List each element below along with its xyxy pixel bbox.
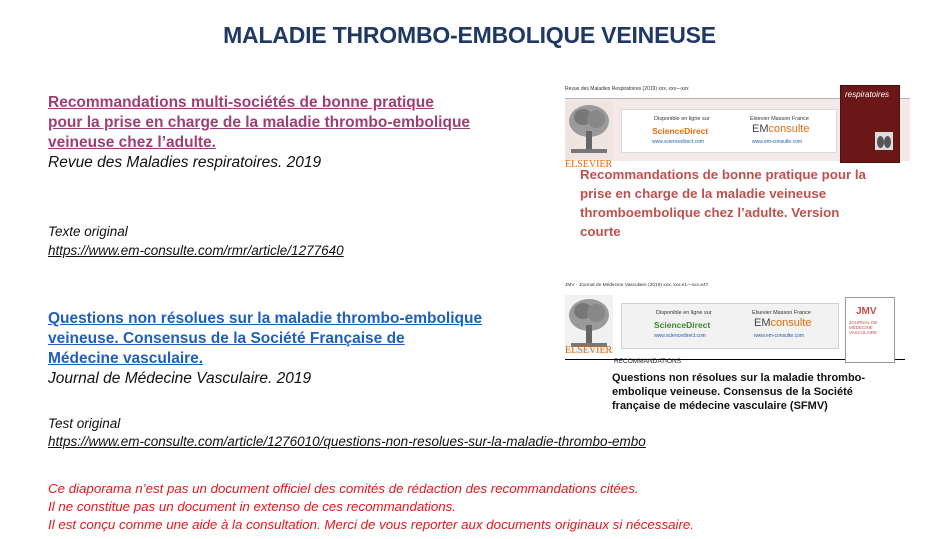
reference-2-title-line-1[interactable]: Questions non résolues sur la maladie thrombo-embolique	[48, 310, 483, 327]
thumbnail-1-emconsulte	[752, 123, 809, 135]
thumbnail-1-sd-url: www.sciencedirect.com	[652, 139, 704, 145]
reference-2-link[interactable]	[48, 309, 482, 369]
reference-1-title-line-1[interactable]: Recommandations multi-sociétés de bonne pratique	[48, 94, 434, 111]
thumbnail-1-available: Disponible en ligne sur	[654, 116, 710, 122]
elsevier-tree-icon	[565, 101, 613, 159]
thumbnail-2-publisher: Elsevier Masson France	[752, 310, 811, 316]
thumbnail-2-sd-url: www.sciencedirect.com	[654, 333, 706, 339]
disclaimer	[48, 480, 694, 534]
thumbnail-2-availability-box	[621, 303, 839, 349]
thumbnail-2-cover-title: JMV	[856, 306, 877, 317]
thumbnail-2-emconsulte	[754, 317, 811, 329]
reference-1-url[interactable]: https://www.em-consulte.com/rmr/article/1277640	[48, 243, 344, 258]
page-title: MALADIE THROMBO-EMBOLIQUE VEINEUSE	[223, 22, 716, 48]
thumbnail-1-consulte: consulte	[768, 123, 810, 135]
article-thumbnail-1	[565, 86, 910, 170]
thumbnail-2-section: RECOMMANDATIONS	[614, 358, 682, 365]
thumbnail-1-journal-cover	[840, 85, 900, 163]
thumbnail-1-cover-title: respiratoires	[845, 90, 890, 99]
thumbnail-2-banner	[565, 293, 905, 360]
thumbnail-2-cover-subtitle: JOURNAL DE MÉDECINE VASCULAIRE	[849, 320, 878, 335]
thumbnail-2-em: EM	[754, 317, 771, 329]
reference-2-text-label: Test original	[48, 416, 121, 431]
reference-1-journal: Revue des Maladies respiratoires. 2019	[48, 154, 322, 171]
thumbnail-2-sciencedirect: ScienceDirect	[654, 320, 711, 330]
thumbnail-2-article-title: Questions non résolues sur la maladie thrombo-embolique veineuse. Consensus de la Société française de médecine vasculaire (SFMV)	[612, 372, 866, 412]
disclaimer-line-2: Il ne constitue pas un document in extenso de ces recommandations.	[48, 499, 457, 514]
reference-1	[48, 93, 470, 173]
disclaimer-line-1: Ce diaporama n’est pas un document officiel des comités de rédaction des recommandations citées.	[48, 481, 639, 496]
thumbnail-1-publisher: Elsevier Masson France	[750, 116, 809, 122]
thumbnail-2-elsevier-logo: ELSEVIER	[565, 345, 613, 356]
thumbnail-1-article-title: Recommandations de bonne pratique pour la prise en charge de la maladie veineuse thromboembolique chez l’adulte. Version courte	[580, 167, 866, 239]
thumbnail-1-elsevier-logo: ELSEVIER	[565, 159, 613, 170]
reference-2-url[interactable]: https://www.em-consulte.com/article/1276010/questions-non-resolues-sur-la-maladie-thrombo-embo	[48, 434, 646, 449]
lungs-icon	[875, 132, 893, 150]
thumbnail-2-header: JMV - Journal de Médecine Vasculaire (2019) xxx, xxx.e1—xxx.e47	[565, 283, 709, 288]
reference-2-title-line-2[interactable]: veineuse. Consensus de la Société Française de	[48, 330, 405, 347]
thumbnail-2-journal-cover	[845, 297, 895, 363]
thumbnail-1-availability-box	[621, 109, 837, 153]
reference-2-journal: Journal de Médecine Vasculaire. 2019	[48, 370, 312, 387]
reference-1-link[interactable]	[48, 93, 470, 153]
thumbnail-1-banner	[565, 90, 910, 170]
reference-1-title-line-3[interactable]: veineuse chez l’adulte.	[48, 134, 216, 151]
thumbnail-2-available: Disponible en ligne sur	[656, 310, 712, 316]
thumbnail-2-consulte: consulte	[770, 317, 812, 329]
thumbnail-1-em: EM	[752, 123, 769, 135]
reference-1-title-line-2[interactable]: pour la prise en charge de la maladie thrombo-embolique	[48, 114, 471, 131]
thumbnail-1-sciencedirect: ScienceDirect	[652, 126, 709, 136]
article-thumbnail-2	[565, 283, 905, 360]
thumbnail-1-em-url: www.em-consulte.com	[752, 139, 803, 145]
reference-1-text-label: Texte original	[48, 224, 128, 239]
thumbnail-1-header: Revue des Maladies Respiratoires (2019) xxx, xxx—xxx	[565, 86, 689, 92]
reference-2-title-line-3[interactable]: Médecine vasculaire.	[48, 350, 204, 367]
thumbnail-2-em-url: www.em-consulte.com	[754, 333, 805, 339]
reference-2	[48, 309, 482, 389]
disclaimer-line-3: Il est conçu comme une aide à la consultation. Merci de vous reporter aux documents originaux si nécessaire.	[48, 517, 694, 532]
